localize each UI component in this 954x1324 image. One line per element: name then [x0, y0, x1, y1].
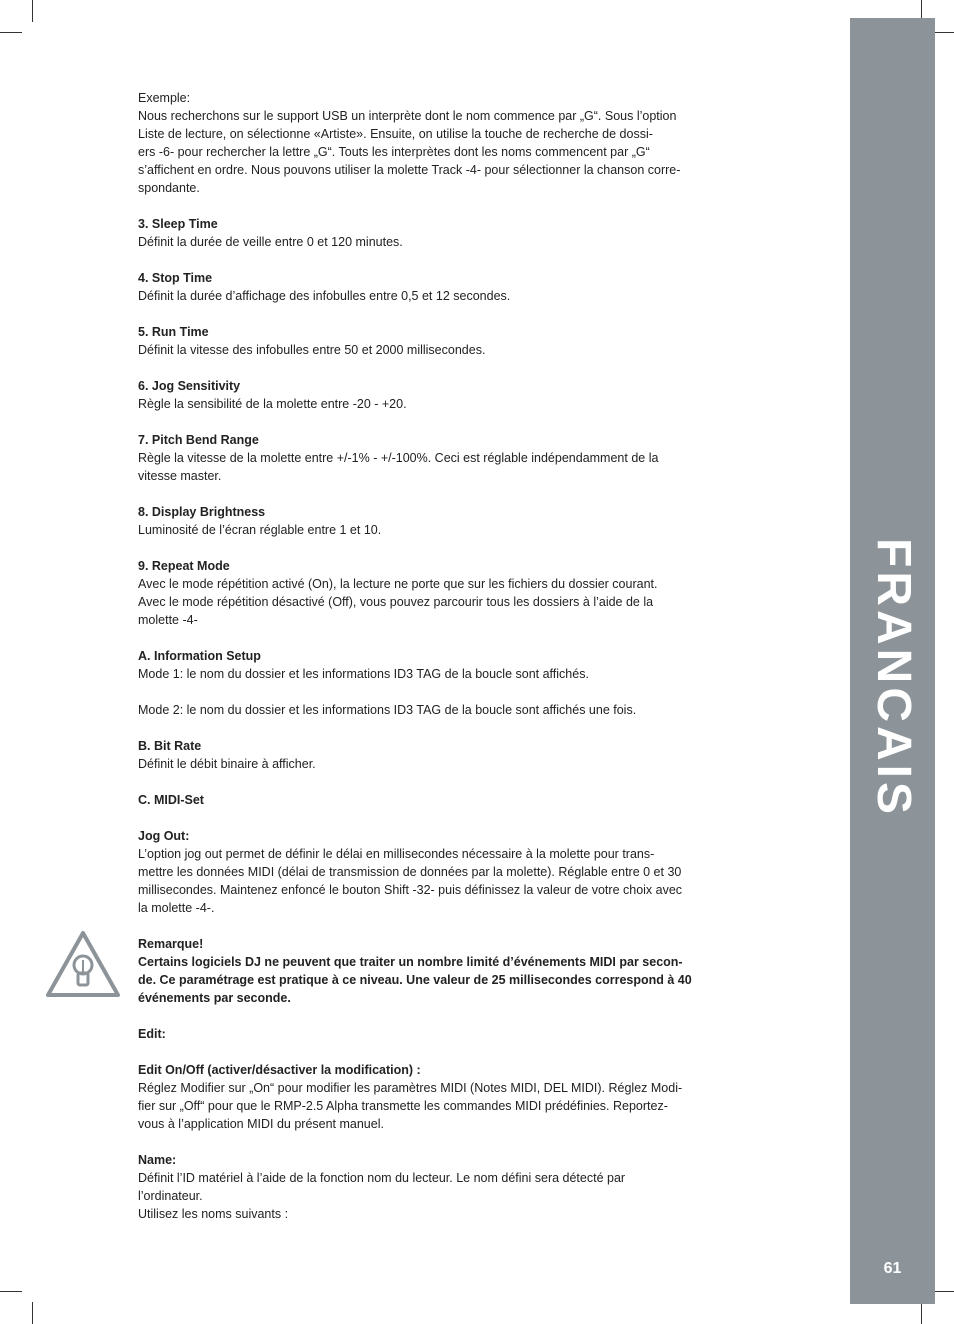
body-line: molette -4- — [138, 613, 198, 627]
body-line: Avec le mode répétition activé (On), la lecture ne porte que sur les fichiers du dossier courant. — [138, 577, 658, 591]
section-heading: C. MIDI-Set — [138, 793, 204, 807]
body-line: Règle la sensibilité de la molette entre -20 - +20. — [138, 397, 407, 411]
body-line: Luminosité de l’écran réglable entre 1 et 10. — [138, 523, 382, 537]
body-line: vitesse master. — [138, 469, 222, 483]
body-line: Liste de lecture, on sélectionne «Artiste». Ensuite, on utilise la touche de recherche de dossi- — [138, 127, 653, 141]
remark-line: de. Ce paramétrage est pratique à ce niveau. Une valeur de 25 millisecondes correspond à 40 — [138, 973, 692, 987]
section-heading: 3. Sleep Time — [138, 217, 218, 231]
section-heading: 9. Repeat Mode — [138, 559, 230, 573]
body-line: Mode 2: le nom du dossier et les informations ID3 TAG de la boucle sont affichés une fois. — [138, 703, 637, 717]
language-sidebar — [850, 18, 935, 1304]
body-line: Définit le débit binaire à afficher. — [138, 757, 316, 771]
body-line: Mode 1: le nom du dossier et les informations ID3 TAG de la boucle sont affichés. — [138, 667, 589, 681]
body-line: s’affichent en ordre. Nous pouvons utiliser la molette Track -4- pour sélectionner la chanson corre- — [138, 163, 681, 177]
body-line: Règle la vitesse de la molette entre +/-1% - +/-100%. Ceci est réglable indépendamment de la — [138, 451, 659, 465]
section-heading: A. Information Setup — [138, 649, 261, 663]
section-heading: Jog Out: — [138, 829, 190, 843]
crop-mark — [921, 1302, 922, 1324]
body-line: la molette -4-. — [138, 901, 215, 915]
section-heading: 6. Jog Sensitivity — [138, 379, 241, 393]
section-heading: B. Bit Rate — [138, 739, 202, 753]
section-heading: Edit On/Off (activer/désactiver la modification) : — [138, 1063, 421, 1077]
crop-mark — [32, 1302, 33, 1324]
crop-mark — [32, 0, 33, 22]
body-line: Réglez Modifier sur „On“ pour modifier les paramètres MIDI (Notes MIDI, DEL MIDI). Réglez Modi- — [138, 1081, 683, 1095]
body-line: Définit la vitesse des infobulles entre 50 et 2000 millisecondes. — [138, 343, 486, 357]
body-line: L’option jog out permet de définir le délai en millisecondes nécessaire à la molette pour trans- — [138, 847, 655, 861]
section-heading: Name: — [138, 1153, 177, 1167]
body-line: l’ordinateur. — [138, 1189, 203, 1203]
body-line: fier sur „Off“ pour que le RMP-2.5 Alpha transmette les commandes MIDI prédéfinies. Reportez- — [138, 1099, 668, 1113]
section-heading: 5. Run Time — [138, 325, 209, 339]
crop-mark — [0, 1291, 22, 1292]
page-content — [138, 89, 752, 1223]
body-line: Définit la durée de veille entre 0 et 120 minutes. — [138, 235, 403, 249]
body-line: Utilisez les noms suivants : — [138, 1207, 289, 1221]
caution-triangle-lightbulb-icon — [45, 930, 121, 998]
body-line: ers -6- pour rechercher la lettre „G“. Touts les interprètes dont les noms commencent par „G“ — [138, 145, 650, 159]
section-heading: 4. Stop Time — [138, 271, 213, 285]
body-line: Définit la durée d’affichage des infobulles entre 0,5 et 12 secondes. — [138, 289, 511, 303]
body-line: Avec le mode répétition désactivé (Off), vous pouvez parcourir tous les dossiers à l’aide de la — [138, 595, 654, 609]
language-label: FRANCAIS — [866, 538, 920, 818]
body-line: Nous recherchons sur le support USB un interprète dont le nom commence par „G“. Sous l’option — [138, 109, 677, 123]
crop-mark — [932, 32, 954, 33]
body-line: vous à l’application MIDI du présent manuel. — [138, 1117, 384, 1131]
remark-line: Certains logiciels DJ ne peuvent que traiter un nombre limité d’événements MIDI par secon- — [138, 955, 683, 969]
remark-heading: Remarque! — [138, 937, 204, 951]
body-line: Définit l’ID matériel à l’aide de la fonction nom du lecteur. Le nom défini sera détecté par — [138, 1171, 626, 1185]
remark-line: événements par seconde. — [138, 991, 291, 1005]
section-heading: 7. Pitch Bend Range — [138, 433, 259, 447]
body-line: spondante. — [138, 181, 200, 195]
page-number: 61 — [883, 1260, 902, 1277]
crop-mark — [0, 32, 22, 33]
body-line: millisecondes. Maintenez enfoncé le bouton Shift -32- puis définissez la valeur de votre choix avec — [138, 883, 683, 897]
section-heading: Edit: — [138, 1027, 166, 1041]
example-label: Exemple: — [138, 91, 191, 105]
body-line: mettre les données MIDI (délai de transmission de données par la molette). Réglable entre 0 et 30 — [138, 865, 682, 879]
section-heading: 8. Display Brightness — [138, 505, 266, 519]
crop-mark — [932, 1291, 954, 1292]
